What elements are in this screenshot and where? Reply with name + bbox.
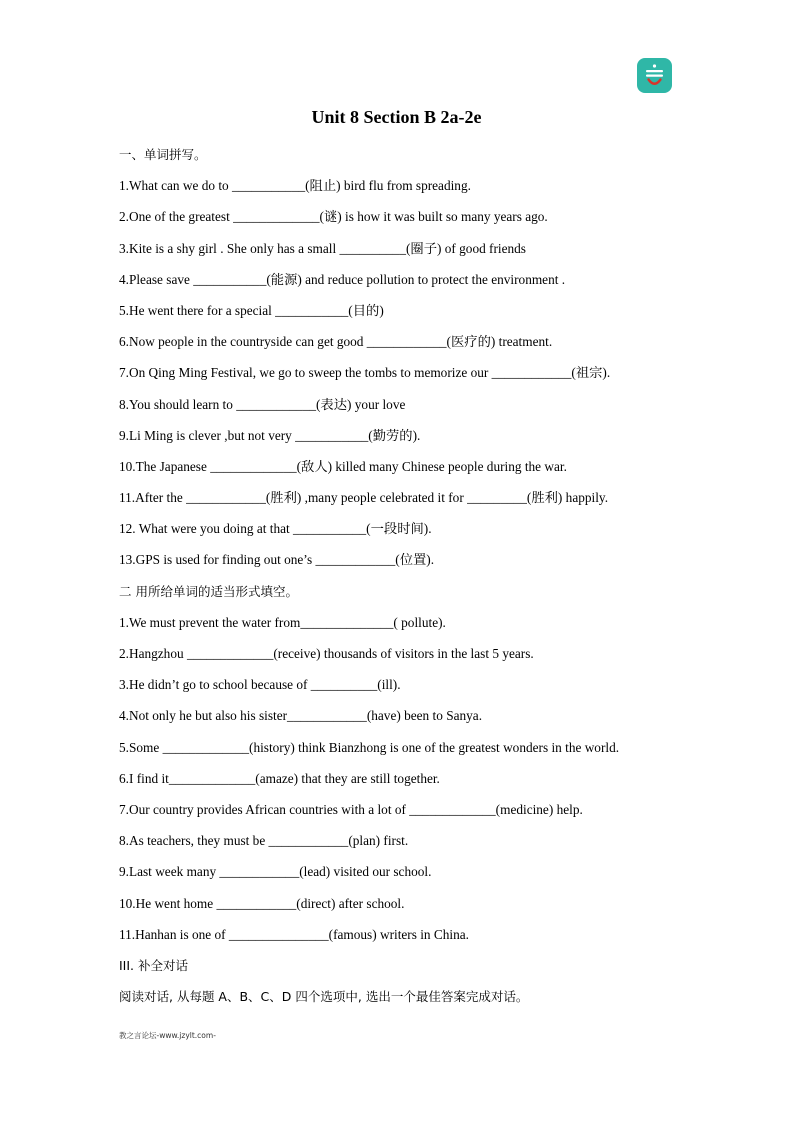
question-line: 5.He went there for a special ___________(目的): [119, 302, 384, 318]
question-line: 7.On Qing Ming Festival, we go to sweep the tombs to memorize our ____________(祖宗).: [119, 365, 611, 381]
instructions: 阅读对话, 从每题 A、B、C、D 四个选项中, 选出一个最佳答案完成对话。: [119, 989, 529, 1005]
question-line: 3.Kite is a shy girl . She only has a small __________(圈子) of good friends: [119, 240, 526, 256]
question-line: 8.You should learn to ____________(表达) your love: [119, 396, 406, 412]
question-line: 4.Please save ___________(能源) and reduce pollution to protect the environment .: [119, 271, 566, 287]
question-line: 9.Li Ming is clever ,but not very ___________(勤劳的).: [119, 427, 421, 443]
question-line: 10.The Japanese _____________(敌人) killed many Chinese people during the war.: [119, 458, 567, 474]
page-title: Unit 8 Section B 2a-2e: [311, 107, 482, 127]
section-heading: III. 补全对话: [119, 957, 189, 973]
question-line: 5.Some _____________(history) think Bianzhong is one of the greatest wonders in the world.: [119, 739, 620, 755]
question-line: 1.What can we do to ___________(阻止) bird flu from spreading.: [119, 178, 471, 194]
question-line: 6.I find it_____________(amaze) that they are still together.: [119, 770, 440, 786]
question-line: 12. What were you doing at that ___________(一段时间).: [119, 521, 432, 537]
question-line: 11.Hanhan is one of _______________(famous) writers in China.: [119, 926, 469, 942]
question-line: 7.Our country provides African countries with a lot of _____________(medicine) help.: [119, 801, 583, 817]
question-line: 2.Hangzhou _____________(receive) thousands of visitors in the last 5 years.: [119, 646, 534, 661]
section-heading: 一、单词拼写。: [119, 147, 207, 162]
question-line: 8.As teachers, they must be ____________(plan) first.: [119, 833, 409, 849]
question-line: 13.GPS is used for finding out one’s ____________(位置).: [119, 552, 435, 568]
question-line: 4.Not only he but also his sister____________(have) been to Sanya.: [119, 708, 483, 724]
question-line: 1.We must prevent the water from______________( pollute).: [119, 614, 446, 630]
section-heading: 二 用所给单词的适当形式填空。: [119, 583, 298, 599]
worksheet-body: [119, 145, 679, 1018]
app-logo: [637, 58, 672, 93]
question-line: 10.He went home ____________(direct) after school.: [119, 895, 405, 911]
question-line: 2.One of the greatest _____________(谜) is how it was built so many years ago.: [119, 209, 548, 225]
document-menu-icon: [637, 58, 672, 93]
footer-source: 教之言论坛-www.jzylt.com-: [119, 1031, 216, 1040]
question-line: 3.He didn’t go to school because of __________(ill).: [119, 677, 401, 693]
question-line: 6.Now people in the countryside can get good ____________(医疗的) treatment.: [119, 334, 553, 350]
question-line: 9.Last week many ____________(lead) visited our school.: [119, 864, 432, 880]
question-line: 11.After the ____________(胜利) ,many people celebrated it for _________(胜利) happily.: [119, 490, 609, 506]
